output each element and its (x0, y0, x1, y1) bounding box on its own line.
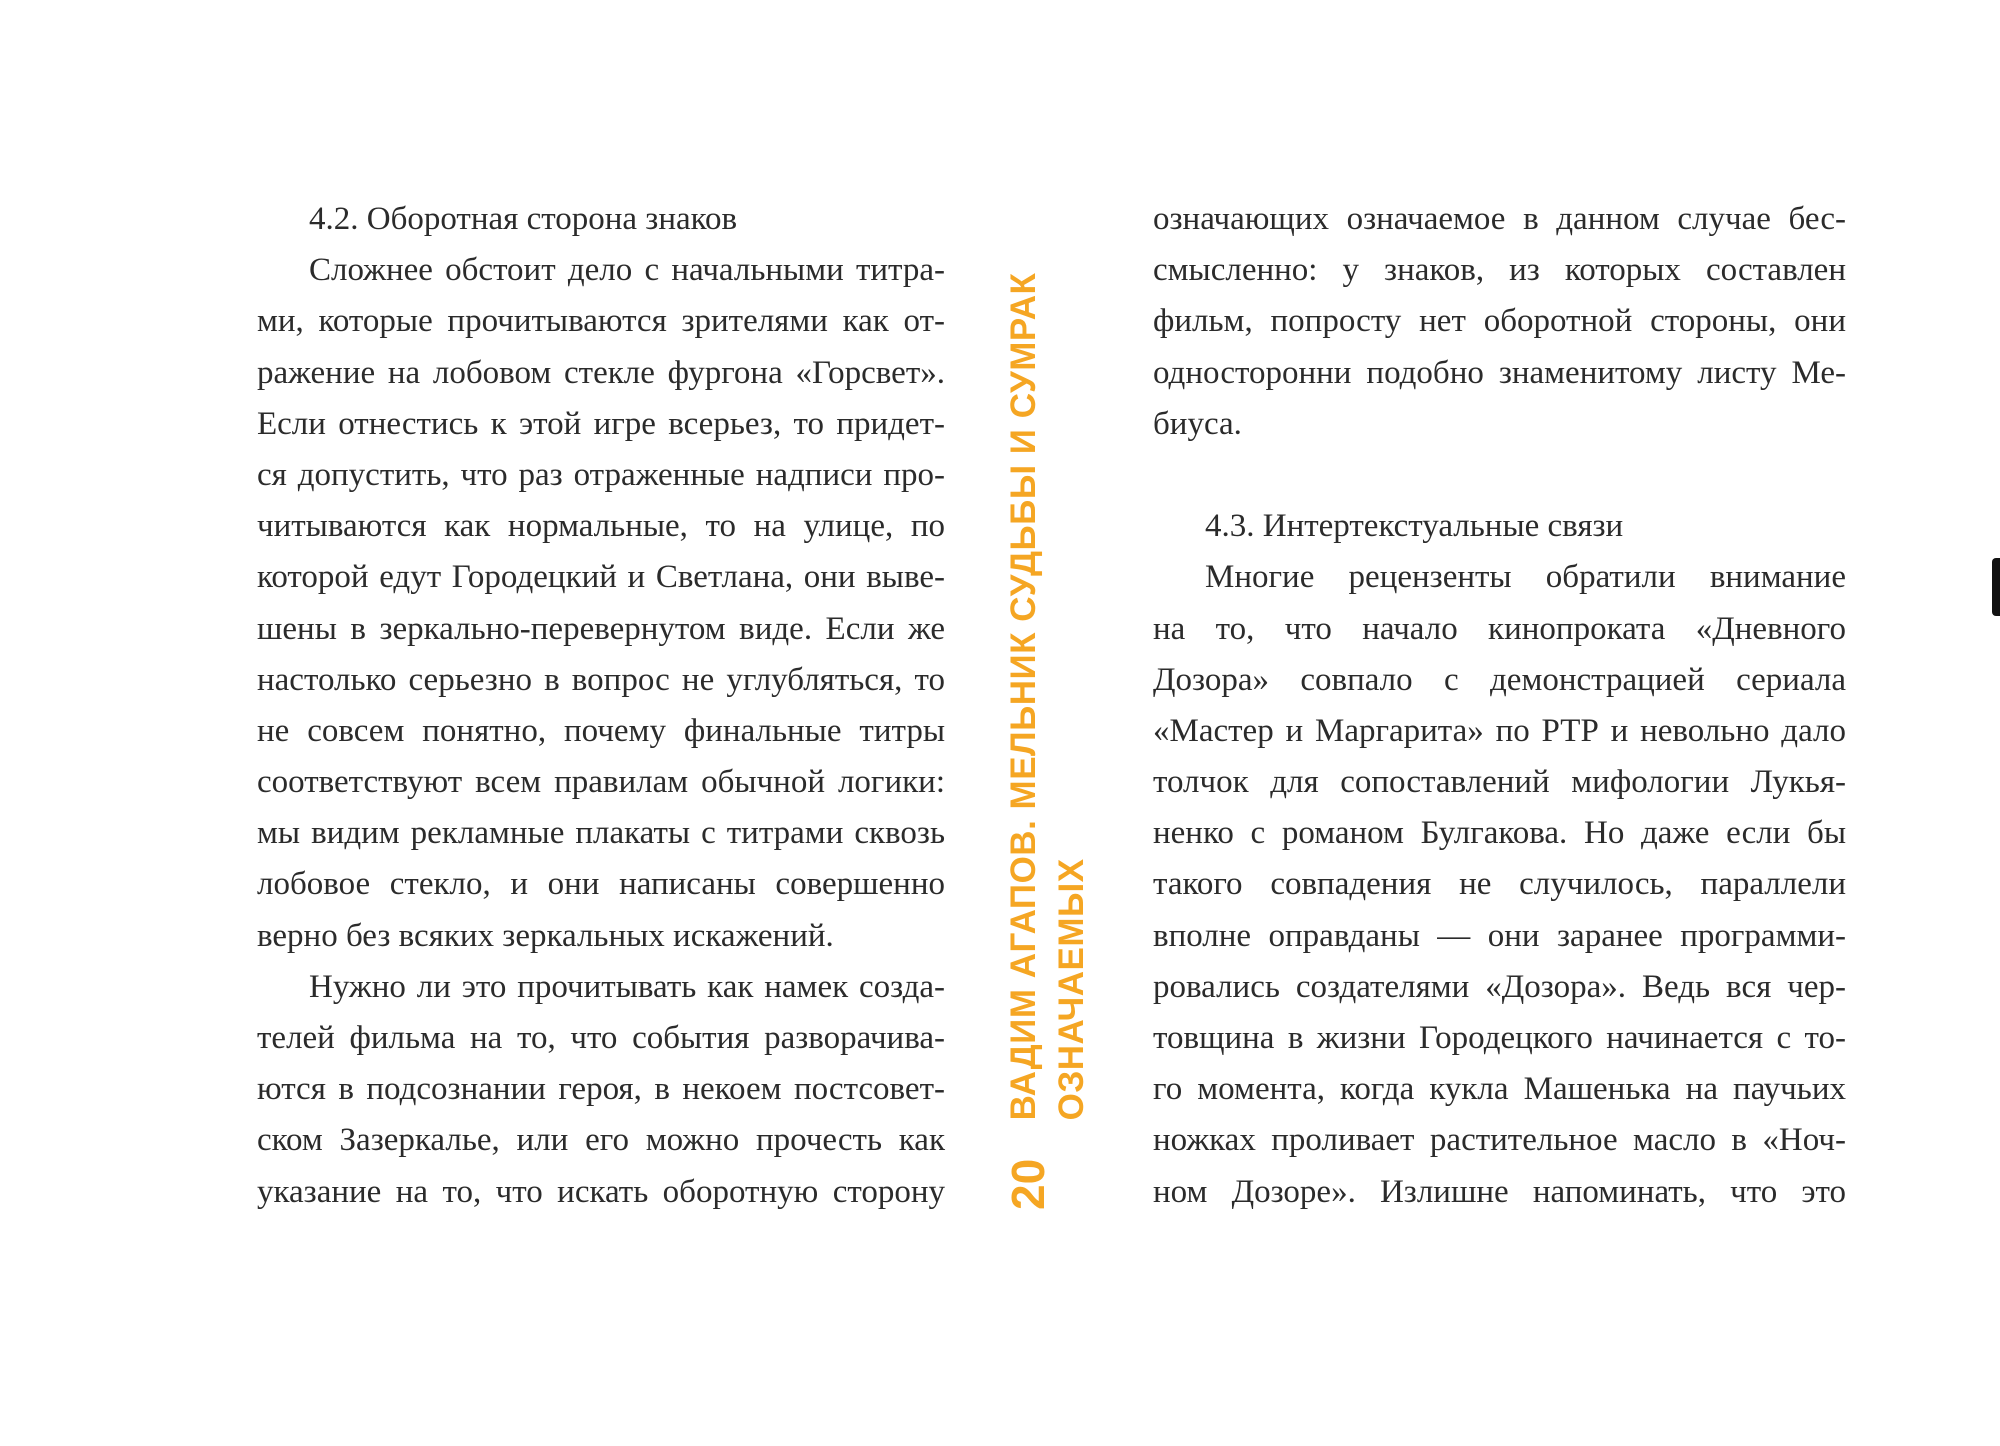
spine-running-header (1000, 273, 1096, 1210)
text-line: Многие рецензенты обратили внимание (1205, 559, 1846, 596)
text-line: на то, что начало кинопроката «Дневного (1153, 610, 1846, 647)
text-line: мы видим рекламные плакаты с титрами сквозь (257, 815, 945, 852)
section-gap (1153, 450, 1846, 501)
text-line: верно без всяких зеркальных искажений. (257, 917, 834, 954)
text-line: соответствуют всем правилам обычной логики: (257, 764, 945, 801)
text-line: указание на то, что искать оборотную сторону (257, 1173, 945, 1210)
text-line: ненко с романом Булгакова. Но даже если бы (1153, 815, 1846, 852)
text-line: Сложнее обстоит дело с начальными титра- (309, 252, 945, 289)
text-line: лобовое стекло, и они написаны совершенно (257, 866, 945, 903)
right-column (1153, 194, 1846, 1218)
text-line: настолько серьезно в вопрос не углубляться, то (257, 661, 945, 698)
text-line: не совсем понятно, почему финальные титры (257, 712, 945, 749)
section-heading-4-3: 4.3. Интертекстуальные связи (1205, 508, 1624, 545)
text-line: ном Дозоре». Излишне напоминать, что это (1153, 1173, 1846, 1210)
running-title-line-2: ОЗНАЧАЕМЫХ (1052, 858, 1091, 1121)
text-line: Если отнестись к этой игре всерьез, то придет- (257, 405, 945, 442)
page-edge-mark (1992, 558, 2000, 616)
text-line: го момента, когда кукла Машенька на паучьих (1153, 1071, 1846, 1108)
text-line: шены в зеркально-перевернутом виде. Если же (257, 610, 945, 647)
text-line: ми, которые прочитываются зрителями как от- (257, 303, 945, 340)
running-title-line-1: ВАДИМ АГАПОВ. МЕЛЬНИК СУДЬБЫ И СУМРАК (1004, 272, 1043, 1121)
text-line: «Мастер и Маргарита» по РТР и невольно дало (1153, 712, 1846, 749)
text-line: Нужно ли это прочитывать как намек созда- (309, 968, 945, 1005)
text-line: Дозора» совпало с демонстрацией сериала (1153, 661, 1846, 698)
text-line: ются в подсознании героя, в некоем постсовет- (257, 1071, 945, 1108)
text-line: читываются как нормальные, то на улице, по (257, 508, 945, 545)
text-line: вполне оправданы — они заранее программи- (1153, 917, 1846, 954)
text-line: ся допустить, что раз отраженные надписи про- (257, 456, 945, 493)
text-line: означающих означаемое в данном случае бес- (1153, 201, 1846, 237)
text-line: фильм, попросту нет оборотной стороны, они (1153, 303, 1846, 340)
right-paragraph-2 (1153, 552, 1846, 1217)
text-line: ском Зазеркалье, или его можно прочесть как (257, 1122, 945, 1159)
right-paragraph-1 (1153, 194, 1846, 450)
text-line: телей фильма на то, что события разворачива- (257, 1020, 945, 1056)
text-line: товщина в жизни Городецкого начинается с то- (1153, 1020, 1846, 1056)
text-line: толчок для сопоставлений мифологии Лукья- (1153, 764, 1846, 801)
text-line: которой едут Городецкий и Светлана, они выве- (257, 559, 945, 596)
text-line: ножках проливает растительное масло в «Ноч- (1153, 1122, 1846, 1159)
text-line: ражение на лобовом стекле фургона «Горсвет». (257, 354, 945, 391)
left-paragraph-1 (257, 245, 945, 962)
text-line: ровались создателями «Дозора». Ведь вся чер- (1153, 968, 1846, 1005)
text-line: такого совпадения не случилось, параллели (1153, 866, 1846, 903)
left-paragraph-2 (257, 962, 945, 1218)
text-line: смысленно: у знаков, из которых составлен (1153, 252, 1846, 289)
section-heading-4-2: 4.2. Оборотная сторона знаков (309, 201, 738, 237)
running-title (1000, 273, 1096, 1121)
left-column (257, 194, 945, 1218)
text-line: односторонни подобно знаменитому листу Ме- (1153, 354, 1846, 391)
page-number: 20 (1002, 1158, 1054, 1210)
text-line: биуса. (1153, 405, 1242, 442)
